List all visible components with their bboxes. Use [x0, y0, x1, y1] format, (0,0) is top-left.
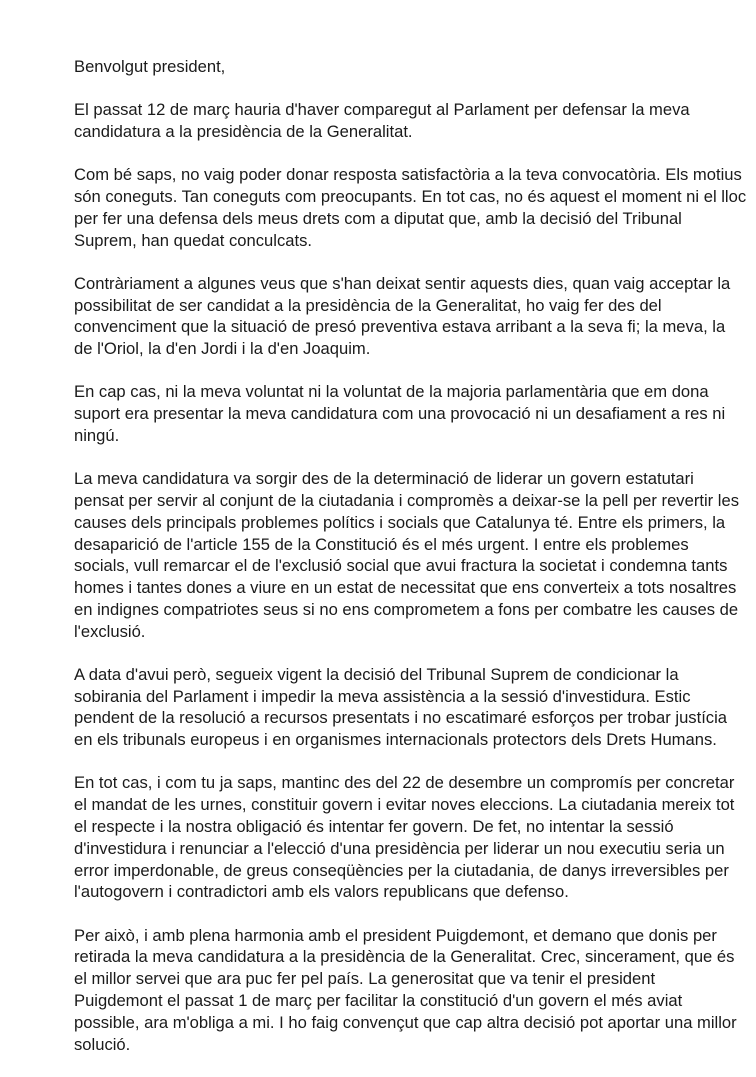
letter-paragraph: [74, 772, 735, 903]
text-line: sobirania del Parlament i impedir la meva assistència a la sessió d'investidura. Estic: [74, 686, 691, 706]
text-line: candidatura a la presidència de la Generalitat.: [74, 121, 413, 141]
text-line: l'autogovern i contradictori amb els valors republicans que defenso.: [74, 882, 569, 902]
text-line: en indignes compatriotes seus si no ens comprometem a fons per combatre les causes de: [74, 599, 739, 619]
text-line: Com bé saps, no vaig poder donar resposta satisfactòria a la teva convocatòria. Els motius: [74, 165, 742, 185]
text-line: l'exclusió.: [74, 621, 146, 641]
letter-paragraph: [74, 468, 739, 642]
text-line: desaparició de l'article 155 de la Constitució és el més urgent. I entre els problemes: [74, 534, 689, 554]
letter-paragraph: [74, 381, 726, 446]
text-line: pensat per servir al conjunt de la ciutadania i compromès a deixar-se la pell per revertir les: [74, 490, 739, 510]
text-line: pendent de la resolució a recursos presentats i no escatimaré esforços per trobar justícia: [74, 708, 728, 728]
text-line: possibilitat de ser candidat a la presidència de la Generalitat, ho vaig fer des del: [74, 295, 662, 315]
text-line: possible, ara m'obliga a mi. I ho faig convençut que cap altra decisió pot aportar una millor: [74, 1012, 737, 1032]
text-line: A data d'avui però, segueix vigent la decisió del Tribunal Suprem de condicionar la: [74, 664, 679, 684]
text-line: d'investidura i renunciar a l'elecció d'una presidència per liderar un nou executiu seria un: [74, 838, 725, 858]
text-line: El passat 12 de març hauria d'haver comparegut al Parlament per defensar la meva: [74, 100, 690, 120]
text-line: En tot cas, i com tu ja saps, mantinc des del 22 de desembre un compromís per concretar: [74, 773, 735, 793]
text-line: La meva candidatura va sorgir des de la determinació de liderar un govern estatutari: [74, 469, 694, 489]
text-line: error imperdonable, de greus conseqüències per la ciutadania, de danys irreversibles per: [74, 860, 729, 880]
text-line: Suprem, han quedat conculcats.: [74, 230, 312, 250]
text-line: retirada la meva candidatura a la presidència de la Generalitat. Crec, sincerament, que és: [74, 947, 735, 967]
text-line: el millor servei que ara puc fer pel país. La generositat que va tenir el president: [74, 969, 656, 989]
text-line: Contràriament a algunes veus que s'han deixat sentir aquests dies, quan vaig acceptar la: [74, 273, 731, 293]
text-line: Puigdemont el passat 1 de març per facilitar la constitució d'un govern el més aviat: [74, 991, 683, 1011]
text-line: per fer una defensa dels meus drets com a diputat que, amb la decisió del Tribunal: [74, 208, 682, 228]
text-line: homes i tantes dones a viure en un estat de necessitat que ens converteix a tots nosaltres: [74, 578, 737, 598]
text-line: el mandat de les urnes, constituir govern i evitar noves eleccions. La ciutadania mereix tot: [74, 795, 735, 815]
text-line: en els tribunals europeus i en organismes internacionals protectors dels Drets Humans.: [74, 730, 717, 750]
letter-paragraph: [74, 273, 731, 360]
text-line: suport era presentar la meva candidatura com una provocació ni un desafiament a res ni: [74, 404, 726, 424]
letter-paragraph: [74, 664, 728, 751]
text-line: Benvolgut president,: [74, 57, 226, 76]
text-line: el respecte i la nostra obligació és intentar fer govern. De fet, no intentar la sessió: [74, 817, 674, 837]
letter-body: [74, 56, 747, 1077]
text-line: causes dels principals problemes polítics i socials que Catalunya té. Entre els primers, la: [74, 512, 726, 532]
text-line: són coneguts. Tan coneguts com preocupants. En tot cas, no és aquest el moment ni el lloc: [74, 186, 747, 206]
salutation: [74, 56, 714, 78]
text-line: Per això, i amb plena harmonia amb el president Puigdemont, et demano que donis per: [74, 925, 717, 945]
text-line: ningú.: [74, 425, 120, 445]
text-line: de l'Oriol, la d'en Jordi i la d'en Joaquim.: [74, 339, 371, 359]
text-line: En cap cas, ni la meva voluntat ni la voluntat de la majoria parlamentària que em dona: [74, 382, 709, 402]
letter-paragraph: [74, 164, 747, 251]
text-line: socials, vull remarcar el de l'exclusió social que avui fractura la societat i condemna tants: [74, 556, 728, 576]
text-line: convenciment que la situació de presó preventiva estava arribant a la seva fi; la meva, la: [74, 317, 726, 337]
letter-paragraph: [74, 99, 714, 143]
letter-paragraph: [74, 925, 737, 1056]
text-line: solució.: [74, 1034, 131, 1054]
